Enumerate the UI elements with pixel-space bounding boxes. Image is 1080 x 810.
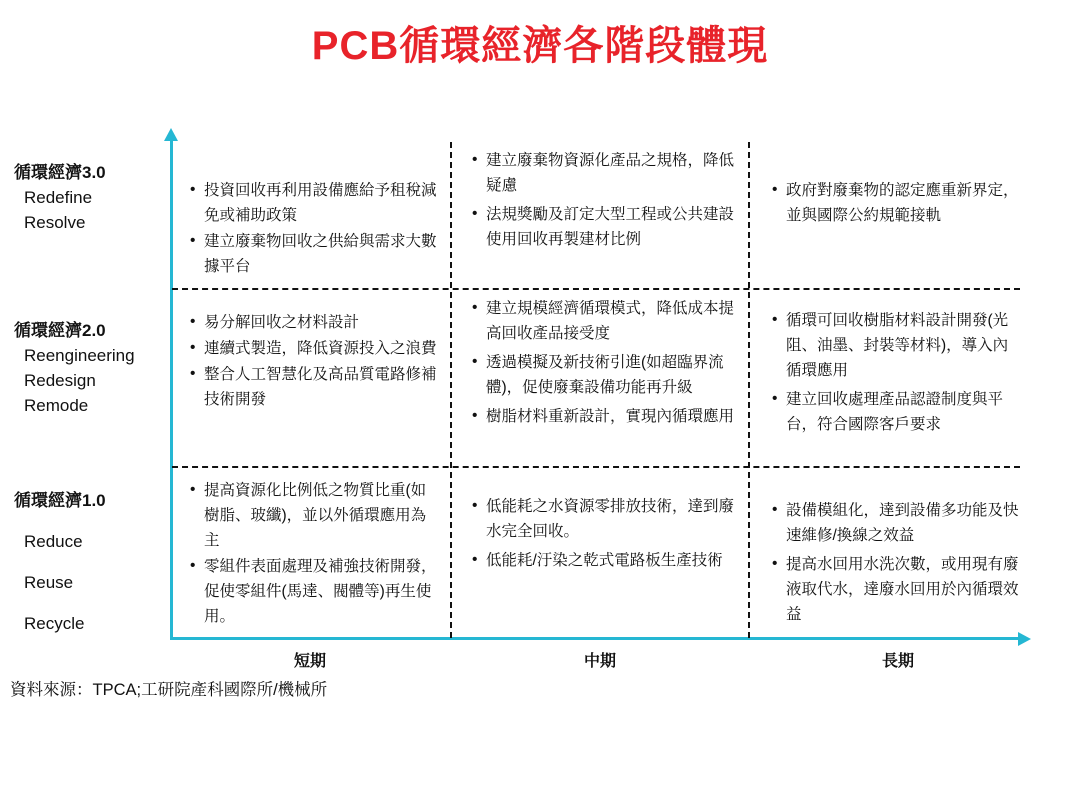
list-item: • 低能耗之水資源零排放技術，達到廢水完全回收。 — [472, 494, 740, 544]
row-sub-label: Reduce — [24, 532, 83, 551]
list-item: • 政府對廢棄物的認定應重新界定，並與國際公約規範接軌 — [772, 178, 1022, 228]
cell-level2-long-term — [772, 308, 1022, 441]
list-item: • 零組件表面處理及補強技術開發，促使零組件(馬達、閥體等)再生使用。 — [190, 554, 440, 629]
row-level-label: 循環經濟3.0 — [14, 163, 106, 182]
row-divider-top — [172, 288, 1020, 290]
list-item: • 連續式製造，降低資源投入之浪費 — [190, 336, 440, 361]
list-item: • 低能耗/汙染之乾式電路板生產技術 — [472, 548, 740, 573]
y-axis-line — [170, 140, 173, 640]
row-divider-bottom — [172, 466, 1020, 468]
x-axis-label-mid-term: 中期 — [583, 653, 616, 670]
list-item: • 法規獎勵及訂定大型工程或公共建設使用回收再製建材比例 — [472, 202, 740, 252]
row-label-circular-economy-3 — [14, 160, 166, 235]
column-divider-right — [748, 142, 750, 638]
cell-level1-long-term — [772, 498, 1022, 631]
row-sub-label: Redesign — [24, 371, 96, 390]
row-level-label: 循環經濟2.0 — [14, 321, 106, 340]
list-item: • 投資回收再利用設備應給予租稅減免或補助政策 — [190, 178, 440, 228]
list-item: • 樹脂材料重新設計，實現內循環應用 — [472, 404, 740, 429]
row-sub-label: Remode — [24, 396, 89, 415]
row-label-circular-economy-1 — [14, 488, 166, 636]
list-item: • 提高資源化比例低之物質比重(如樹脂、玻纖)，並以外循環應用為主 — [190, 478, 440, 553]
cell-level3-mid-term — [472, 148, 740, 256]
row-sub-label: Resolve — [24, 213, 86, 232]
cell-level1-short-term — [190, 478, 440, 630]
cell-level1-mid-term — [472, 494, 740, 577]
y-axis-arrow-icon — [164, 128, 178, 141]
row-sub-label: Recycle — [24, 614, 85, 633]
cell-level2-mid-term — [472, 296, 740, 433]
x-axis-label-long-term: 長期 — [881, 653, 914, 670]
list-item: • 易分解回收之材料設計 — [190, 310, 440, 335]
row-level-label: 循環經濟1.0 — [14, 491, 106, 510]
x-axis-line — [170, 637, 1020, 640]
list-item: • 設備模組化，達到設備多功能及快速維修/換線之效益 — [772, 498, 1022, 548]
cell-level3-long-term — [772, 178, 1022, 229]
source-note: 資料來源：TPCA;工研院產科國際所/機械所 — [10, 681, 328, 699]
list-item: • 建立回收處理產品認證制度與平台，符合國際客戶要求 — [772, 387, 1022, 437]
row-label-circular-economy-2 — [14, 318, 166, 418]
x-axis-arrow-icon — [1018, 632, 1031, 646]
column-divider-left — [450, 142, 452, 638]
list-item: • 提高水回用水洗次數，或用現有廢液取代水，達廢水回用於內循環效益 — [772, 552, 1022, 627]
cell-level3-short-term — [190, 178, 440, 280]
row-sub-label: Reengineering — [24, 346, 135, 365]
cell-level2-short-term — [190, 310, 440, 413]
list-item: • 建立廢棄物資源化產品之規格，降低疑慮 — [472, 148, 740, 198]
list-item: • 建立規模經濟循環模式，降低成本提高回收產品接受度 — [472, 296, 740, 346]
list-item: • 建立廢棄物回收之供給與需求大數據平台 — [190, 229, 440, 279]
row-sub-label: Redefine — [24, 188, 93, 207]
page-title: PCB循環經濟各階段體現 — [311, 24, 769, 68]
list-item: • 循環可回收樹脂材料設計開發(光阻、油墨、封裝等材料)，導入內循環應用 — [772, 308, 1022, 383]
x-axis-label-short-term: 短期 — [293, 653, 326, 670]
list-item: • 透過模擬及新技術引進(如超臨界流體)，促使廢棄設備功能再升級 — [472, 350, 740, 400]
row-sub-label: Reuse — [24, 573, 74, 592]
list-item: • 整合人工智慧化及高品質電路修補技術開發 — [190, 362, 440, 412]
